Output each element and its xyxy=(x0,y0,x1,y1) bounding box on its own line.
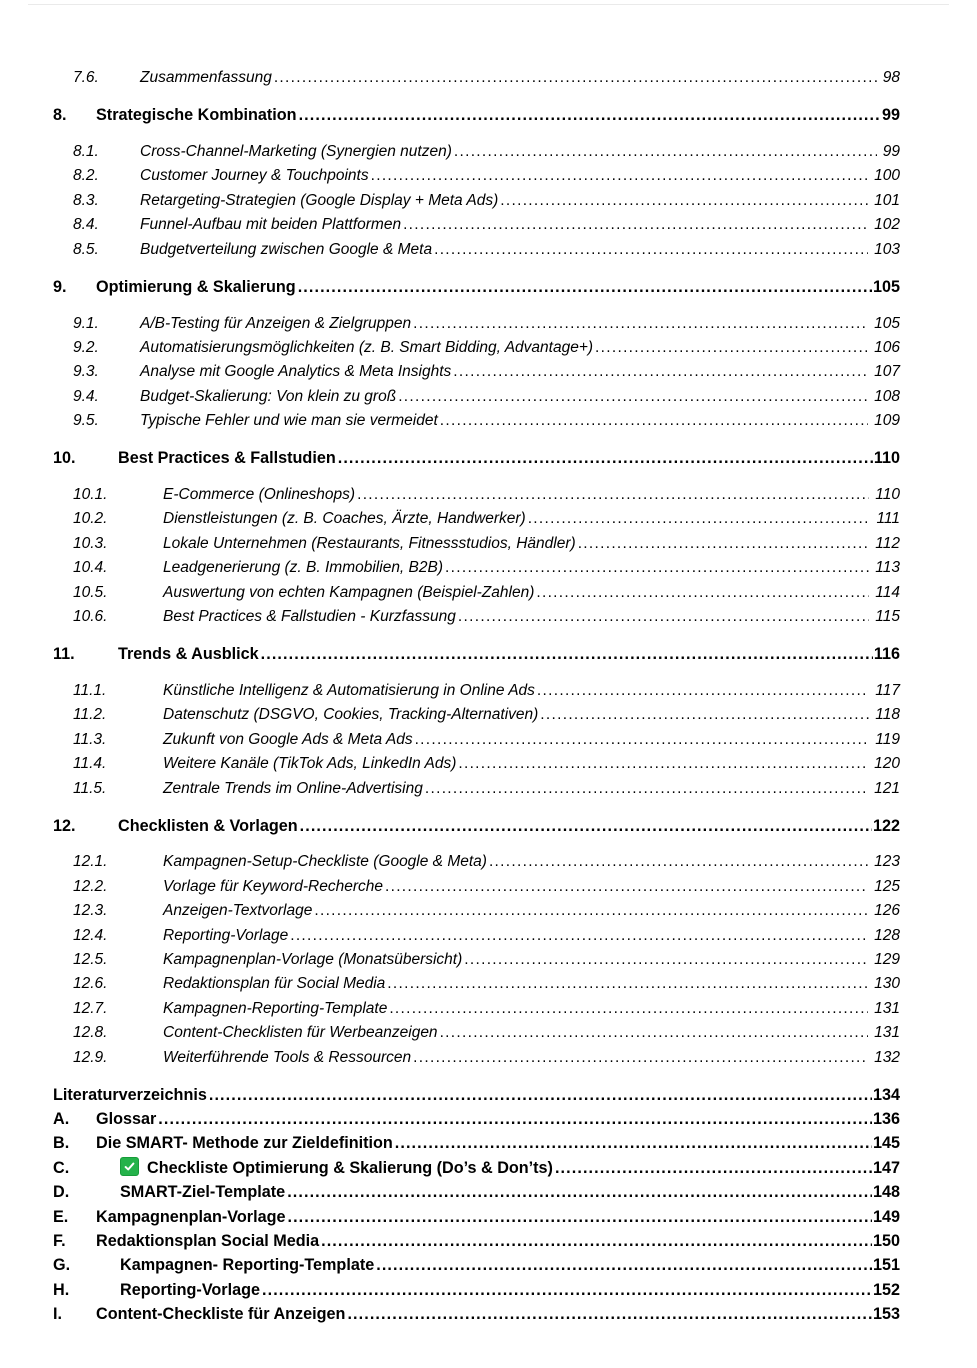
toc-entry-title: Literaturverzeichnis xyxy=(53,1085,207,1104)
toc-entry-page: 105 xyxy=(872,277,900,296)
toc-row[interactable] xyxy=(53,483,900,507)
toc-entry-title: Zentrale Trends im Online-Advertising xyxy=(163,779,423,797)
dot-leader xyxy=(434,238,868,262)
toc-entry-number: A. xyxy=(53,1109,70,1128)
toc-entry-number: 12.1. xyxy=(73,853,108,871)
toc-entry-number: 9.5. xyxy=(73,412,99,430)
toc-entry-page: 151 xyxy=(872,1256,900,1275)
toc-entry-title: Vorlage für Keyword-Recherche xyxy=(163,877,383,895)
toc-entry-title: Kampagnenplan-Vorlage (Monatsübersicht) xyxy=(163,951,463,969)
toc-row[interactable] xyxy=(53,446,900,470)
toc-entry-number: 9. xyxy=(53,277,67,296)
toc-entry-page: 126 xyxy=(874,902,900,920)
dot-leader xyxy=(389,997,868,1021)
dot-leader xyxy=(454,140,877,164)
toc-entry-number: 8.2. xyxy=(73,167,99,185)
toc-entry-page: 131 xyxy=(874,999,900,1017)
toc-entry-number: E. xyxy=(53,1207,69,1226)
dot-leader xyxy=(537,679,869,703)
toc-row[interactable] xyxy=(53,924,900,948)
toc-entry-page: 136 xyxy=(872,1109,900,1128)
toc-entry-number: 12. xyxy=(53,816,76,835)
toc-row[interactable] xyxy=(53,1083,900,1107)
dot-leader xyxy=(287,1180,872,1204)
toc-entry-title: Budget-Skalierung: Von klein zu groß xyxy=(140,387,397,405)
toc-entry-number: D. xyxy=(53,1183,70,1202)
dot-leader xyxy=(209,1083,872,1107)
toc-entry-title: Checklisten & Vorlagen xyxy=(118,816,298,835)
dot-leader xyxy=(425,777,868,801)
toc-row[interactable] xyxy=(53,1278,900,1302)
toc-row[interactable] xyxy=(53,1046,900,1070)
toc-entry-number: 12.4. xyxy=(73,926,108,944)
toc-entry-number: 11.2. xyxy=(73,706,107,724)
toc-entry-title: Retargeting-Strategien (Google Display + Meta Ads) xyxy=(140,191,499,209)
toc-entry-number: 11. xyxy=(53,644,75,663)
toc-entry-title: Analyse mit Google Analytics & Meta Insights xyxy=(140,363,452,381)
toc-entry-page: 106 xyxy=(874,338,900,356)
toc-entry-number: 8.5. xyxy=(73,240,99,258)
toc-row[interactable] xyxy=(53,679,900,703)
toc-row[interactable] xyxy=(53,850,900,874)
toc-entry-page: 125 xyxy=(874,877,900,895)
dot-leader xyxy=(385,875,868,899)
toc-entry-page: 131 xyxy=(874,1024,900,1042)
toc-entry-title: Anzeigen-Textvorlage xyxy=(163,902,313,920)
toc-row[interactable] xyxy=(53,532,900,556)
toc-entry-number: 11.4. xyxy=(73,755,107,773)
toc-entry-number: H. xyxy=(53,1280,70,1299)
toc-entry-title: Strategische Kombination xyxy=(96,105,297,124)
toc-row[interactable] xyxy=(53,336,900,360)
toc-entry-page: 147 xyxy=(872,1158,900,1177)
dot-leader xyxy=(540,703,869,727)
toc-entry-title: Best Practices & Fallstudien - Kurzfassung xyxy=(163,607,456,625)
toc-entry-page: 153 xyxy=(872,1305,900,1324)
dot-leader xyxy=(415,728,870,752)
toc-entry-page: 112 xyxy=(875,534,900,552)
dot-leader xyxy=(357,483,869,507)
toc-row[interactable] xyxy=(53,409,900,433)
dot-leader xyxy=(387,972,868,996)
dot-leader xyxy=(371,164,869,188)
toc-entry-number: 12.9. xyxy=(73,1048,108,1066)
toc-entry-number: 9.1. xyxy=(73,314,99,332)
toc-entry-page: 123 xyxy=(874,853,900,871)
toc-entry-number: 10.2. xyxy=(73,510,108,528)
toc-entry-page: 145 xyxy=(872,1134,900,1153)
dot-leader xyxy=(347,1302,872,1326)
toc-entry-page: 114 xyxy=(875,583,900,601)
toc-row[interactable] xyxy=(53,899,900,923)
toc-entry-number: 11.3. xyxy=(73,730,107,748)
toc-entry-title: Die SMART- Methode zur Zieldefinition xyxy=(96,1134,393,1153)
toc-entry-number: G. xyxy=(53,1256,71,1275)
toc-entry-number: I. xyxy=(53,1305,62,1324)
dot-leader xyxy=(298,275,872,299)
dot-leader xyxy=(500,189,868,213)
toc-entry-page: 108 xyxy=(874,387,900,405)
toc-entry-page: 111 xyxy=(876,510,900,528)
toc-entry-page: 119 xyxy=(875,730,900,748)
dot-leader xyxy=(274,66,877,90)
toc-entry-page: 120 xyxy=(874,755,900,773)
toc-entry-page: 134 xyxy=(872,1085,900,1104)
toc-entry-number: 7.6. xyxy=(73,69,99,86)
toc-entry-page: 152 xyxy=(872,1280,900,1299)
toc-row[interactable] xyxy=(53,312,900,336)
dot-leader xyxy=(413,1046,868,1070)
toc-entry-title: Redaktionsplan Social Media xyxy=(96,1231,320,1250)
toc-entry-title: Weitere Kanäle (TikTok Ads, LinkedIn Ads) xyxy=(163,755,457,773)
toc-entry-title: Cross-Channel-Marketing (Synergien nutzen) xyxy=(140,142,452,160)
dot-leader xyxy=(338,446,873,470)
toc-entry-page: 121 xyxy=(874,779,900,797)
toc-entry-page: 110 xyxy=(873,449,900,468)
toc-entry-page: 116 xyxy=(873,644,900,663)
dot-leader xyxy=(555,1156,872,1180)
toc-entry-title: Datenschutz (DSGVO, Cookies, Tracking-Alternativen) xyxy=(163,706,539,724)
toc-row[interactable] xyxy=(53,972,900,996)
toc-entry-page: 150 xyxy=(872,1231,900,1250)
toc-entry-number: 10.4. xyxy=(73,559,108,577)
toc-row[interactable] xyxy=(53,875,900,899)
dot-leader xyxy=(321,1229,872,1253)
dot-leader xyxy=(489,850,868,874)
toc-entry-page: 103 xyxy=(874,240,900,258)
toc-entry-page: 115 xyxy=(875,607,900,625)
dot-leader xyxy=(314,899,868,923)
toc-entry-title: Budgetverteilung zwischen Google & Meta xyxy=(140,240,433,258)
toc-row[interactable] xyxy=(53,1180,900,1204)
toc-entry-title: Kampagnen- Reporting-Template xyxy=(120,1256,375,1275)
toc-entry-title: Auswertung von echten Kampagnen (Beispiel-Zahlen) xyxy=(163,583,535,601)
toc-entry-page: 101 xyxy=(874,191,900,209)
dot-leader xyxy=(299,103,881,127)
toc-entry-title: Dienstleistungen (z. B. Coaches, Ärzte, Handwerker) xyxy=(163,510,526,528)
toc-entry-title: Content-Checklisten für Werbeanzeigen xyxy=(163,1024,438,1042)
toc-entry-number: 11.1. xyxy=(73,681,107,699)
toc-entry-number: 10. xyxy=(53,449,76,468)
toc-entry-title: Checkliste Optimierung & Skalierung (Do’s & Don’ts) xyxy=(147,1158,553,1177)
toc-entry-title: Best Practices & Fallstudien xyxy=(118,449,336,468)
toc-entry-number: 11.5. xyxy=(73,779,107,797)
toc-entry-page: 105 xyxy=(874,314,900,332)
toc-entry-page: 148 xyxy=(872,1183,900,1202)
toc-row[interactable] xyxy=(53,66,900,90)
toc-row[interactable] xyxy=(53,1229,900,1253)
dot-leader xyxy=(403,213,868,237)
toc-row[interactable] xyxy=(53,581,900,605)
dot-leader xyxy=(453,360,868,384)
toc-entry-number: 12.3. xyxy=(73,902,108,920)
dot-leader xyxy=(376,1253,872,1277)
toc-entry-title: Optimierung & Skalierung xyxy=(96,277,296,296)
toc-entry-title: E-Commerce (Onlineshops) xyxy=(163,486,356,504)
toc-entry-number: 12.7. xyxy=(73,999,108,1017)
toc-entry-number: 10.1. xyxy=(73,486,108,504)
toc-row[interactable] xyxy=(53,140,900,164)
dot-leader xyxy=(413,312,868,336)
toc-row[interactable] xyxy=(53,507,900,531)
toc-row[interactable] xyxy=(53,1107,900,1131)
dot-leader xyxy=(262,1278,872,1302)
toc-entry-title: Automatisierungsmöglichkeiten (z. B. Smart Bidding, Advantage+) xyxy=(140,338,594,356)
toc-row[interactable] xyxy=(53,752,900,776)
toc-entry-title: Redaktionsplan für Social Media xyxy=(163,975,386,993)
toc-entry-number: 8.1. xyxy=(73,142,99,160)
toc-entry-title: Leadgenerierung (z. B. Immobilien, B2B) xyxy=(163,559,444,577)
toc-row[interactable] xyxy=(53,703,900,727)
dot-leader xyxy=(445,556,869,580)
dot-leader xyxy=(440,409,868,433)
toc-entry-page: 110 xyxy=(875,486,900,504)
toc-entry-page: 99 xyxy=(881,105,900,124)
toc-row[interactable] xyxy=(53,642,900,666)
toc-entry-page: 118 xyxy=(875,706,900,724)
toc-entry-number: B. xyxy=(53,1134,70,1153)
toc-row[interactable] xyxy=(53,213,900,237)
toc-entry-page: 132 xyxy=(874,1048,900,1066)
toc-row[interactable] xyxy=(53,189,900,213)
toc-row[interactable] xyxy=(53,1021,900,1045)
toc-row[interactable] xyxy=(53,1131,900,1155)
dot-leader xyxy=(595,336,868,360)
toc-entry-title: Reporting-Vorlage xyxy=(120,1280,260,1299)
toc-row[interactable] xyxy=(53,238,900,262)
toc-entry-number: 8.4. xyxy=(73,216,99,234)
dot-leader xyxy=(300,814,872,838)
dot-leader xyxy=(440,1021,869,1045)
check-emoji-icon xyxy=(120,1157,139,1176)
toc-row[interactable] xyxy=(53,1156,900,1180)
toc-row[interactable] xyxy=(53,777,900,801)
toc-entry-page: 128 xyxy=(874,926,900,944)
toc-entry-number: 8.3. xyxy=(73,191,99,209)
toc-entry-title: Funnel-Aufbau mit beiden Plattformen xyxy=(140,216,402,234)
toc-entry-title: Kampagnen-Reporting-Template xyxy=(163,999,388,1017)
dot-leader xyxy=(458,605,869,629)
dot-leader xyxy=(287,1205,872,1229)
dot-leader xyxy=(261,642,873,666)
toc-entry-title: Lokale Unternehmen (Restaurants, Fitnessstudios, Händler) xyxy=(163,534,576,552)
dot-leader xyxy=(536,581,869,605)
toc-entry-page: 149 xyxy=(872,1207,900,1226)
toc-entry-page: 99 xyxy=(882,142,900,160)
toc-entry-title: Reporting-Vorlage xyxy=(163,926,289,944)
toc-entry-page: 102 xyxy=(874,216,900,234)
toc-entry-title: SMART-Ziel-Template xyxy=(120,1183,286,1202)
toc-entry-number: 9.4. xyxy=(73,387,99,405)
toc-entry-number: 9.2. xyxy=(73,338,99,356)
toc-row[interactable] xyxy=(53,605,900,629)
toc-entry-number: 10.6. xyxy=(73,607,108,625)
toc-row[interactable] xyxy=(53,164,900,188)
toc-entry-page: 129 xyxy=(874,951,900,969)
toc-row[interactable] xyxy=(53,1205,900,1229)
toc-entry-page: 117 xyxy=(875,681,900,699)
toc-row[interactable] xyxy=(53,556,900,580)
table-of-contents xyxy=(53,66,900,1327)
toc-entry-title: Customer Journey & Touchpoints xyxy=(140,167,369,185)
toc-entry-page: 100 xyxy=(874,167,900,185)
dot-leader xyxy=(398,385,868,409)
toc-row[interactable] xyxy=(53,360,900,384)
dot-leader xyxy=(578,532,870,556)
toc-entry-number: C. xyxy=(53,1158,70,1177)
page-top-divider xyxy=(28,4,949,5)
toc-entry-page: 113 xyxy=(875,559,900,577)
toc-entry-title: Weiterführende Tools & Ressourcen xyxy=(163,1048,412,1066)
toc-entry-number: 9.3. xyxy=(73,363,99,381)
toc-entry-page: 122 xyxy=(872,816,900,835)
toc-entry-page: 130 xyxy=(874,975,900,993)
toc-entry-title: Typische Fehler und wie man sie vermeidet xyxy=(140,412,438,430)
toc-entry-number: 12.5. xyxy=(73,951,108,969)
toc-entry-page: 109 xyxy=(874,412,900,430)
toc-entry-title: Trends & Ausblick xyxy=(118,644,259,663)
toc-entry-page: 98 xyxy=(882,69,900,86)
toc-row[interactable] xyxy=(53,948,900,972)
toc-entry-title: Kampagnenplan-Vorlage xyxy=(96,1207,286,1226)
toc-entry-title: Glossar xyxy=(96,1109,157,1128)
dot-leader xyxy=(158,1107,872,1131)
toc-row[interactable] xyxy=(53,1302,900,1326)
toc-entry-title: A/B-Testing für Anzeigen & Zielgruppen xyxy=(140,314,412,332)
toc-row[interactable] xyxy=(53,814,900,838)
toc-entry-title: Kampagnen-Setup-Checkliste (Google & Meta) xyxy=(163,853,487,871)
toc-row[interactable] xyxy=(53,1253,900,1277)
toc-entry-page: 107 xyxy=(874,363,900,381)
toc-entry-number: F. xyxy=(53,1231,66,1250)
dot-leader xyxy=(528,507,871,531)
toc-row[interactable] xyxy=(53,385,900,409)
toc-row[interactable] xyxy=(53,728,900,752)
toc-entry-title: Content-Checkliste für Anzeigen xyxy=(96,1305,346,1324)
toc-entry-number: 12.6. xyxy=(73,975,108,993)
toc-entry-title: Künstliche Intelligenz & Automatisierung in Online Ads xyxy=(163,681,535,699)
toc-entry-number: 12.2. xyxy=(73,877,108,895)
dot-leader xyxy=(290,924,868,948)
toc-entry-number: 8. xyxy=(53,105,67,124)
toc-row[interactable] xyxy=(53,275,900,299)
toc-entry-number: 10.3. xyxy=(73,534,108,552)
toc-row[interactable] xyxy=(53,997,900,1021)
toc-entry-number: 10.5. xyxy=(73,583,108,601)
toc-entry-number: 12.8. xyxy=(73,1024,108,1042)
dot-leader xyxy=(458,752,868,776)
dot-leader xyxy=(464,948,868,972)
dot-leader xyxy=(395,1131,872,1155)
toc-entry-title: Zukunft von Google Ads & Meta Ads xyxy=(163,730,413,748)
toc-row[interactable] xyxy=(53,103,900,127)
toc-entry-title: Zusammenfassung xyxy=(140,69,272,86)
